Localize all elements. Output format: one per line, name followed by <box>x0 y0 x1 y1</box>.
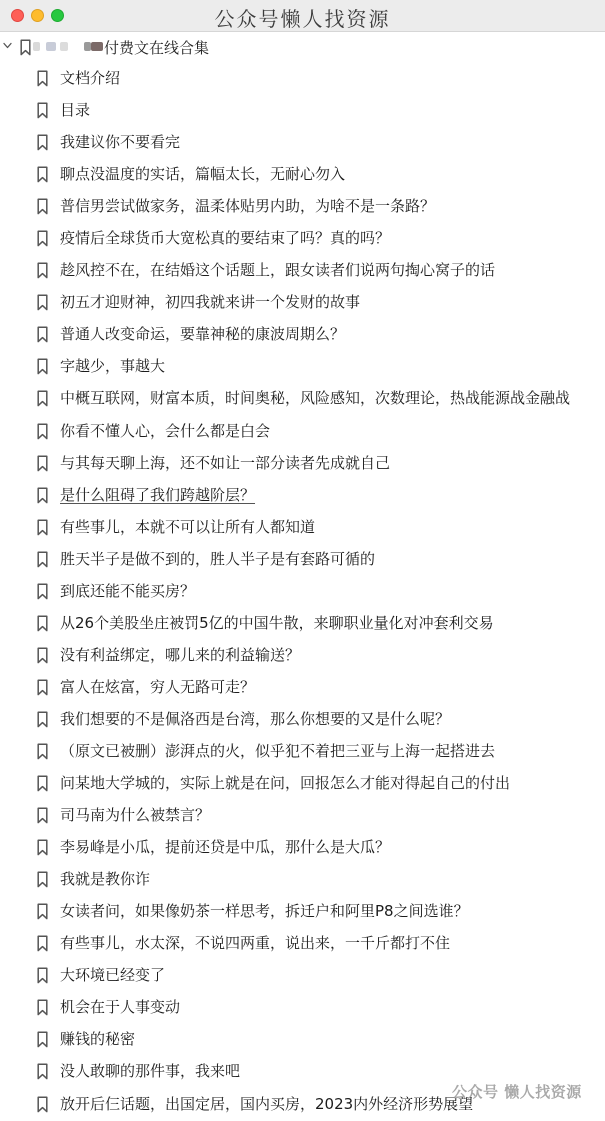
outline-item-label: 赚钱的秘密 <box>60 1030 136 1049</box>
outline-item-label: 有些事儿，水太深，不说四两重，说出来，一千斤都打不住 <box>60 934 451 953</box>
outline-item-label: 胜天半子是做不到的，胜人半子是有套路可循的 <box>60 549 376 568</box>
redacted-text <box>33 42 40 51</box>
bookmark-icon <box>37 134 48 151</box>
outline-item[interactable] <box>0 319 605 351</box>
outline-item[interactable] <box>0 255 605 287</box>
outline-item-label: 从26个美股坐庄被罚5亿的中国牛散，来聊职业量化对冲套利交易 <box>60 613 494 632</box>
watermark: 公众号 懒人找资源 <box>452 1083 582 1101</box>
bookmark-icon <box>37 1063 48 1080</box>
outline-item[interactable] <box>0 287 605 319</box>
bookmark-icon <box>37 775 48 792</box>
outline-item[interactable] <box>0 736 605 768</box>
window-title: 公众号懒人找资源 <box>214 7 391 31</box>
outline-item-label: 是什么阻碍了我们跨越阶层？ <box>60 485 256 504</box>
outline-item-label: 机会在于人事变动 <box>60 998 181 1017</box>
bookmark-icon <box>37 583 48 600</box>
outline-item-label: 女读者问，如果像奶茶一样思考，拆迁户和阿里P8之间选谁？ <box>60 902 469 921</box>
bookmark-icon <box>37 967 48 984</box>
outline-item-label: 初五才迎财神，初四我就来讲一个发财的故事 <box>60 293 361 312</box>
bookmark-icon <box>37 647 48 664</box>
outline-item-label: （原文已被删）澎湃点的火，似乎犯不着把三亚与上海一起搭进去 <box>60 741 496 760</box>
bookmark-icon <box>37 679 48 696</box>
bookmark-icon <box>37 423 48 440</box>
bookmark-icon <box>37 743 48 760</box>
outline-item-label: 你看不懂人心，会什么都是白会 <box>60 421 271 440</box>
bookmark-icon <box>37 711 48 728</box>
outline-item[interactable] <box>0 960 605 992</box>
bookmark-icon <box>37 999 48 1016</box>
outline-item[interactable] <box>0 480 605 512</box>
bookmark-icon <box>37 807 48 824</box>
outline-item-label: 文档介绍 <box>60 69 121 87</box>
outline-item[interactable] <box>0 512 605 544</box>
outline-item-label: 字越少，事越大 <box>60 357 166 376</box>
bookmark-icon <box>37 551 48 568</box>
outline-item[interactable] <box>0 832 605 864</box>
bookmark-icon <box>37 1096 48 1113</box>
bookmark-icon <box>37 294 48 311</box>
outline-item-label: 没有利益绑定，哪儿来的利益输送？ <box>60 645 301 664</box>
outline-item[interactable] <box>0 672 605 704</box>
redacted-text <box>84 42 91 51</box>
bookmark-icon <box>37 390 48 407</box>
outline-item-label: 与其每天聊上海，还不如让一部分读者先成就自己 <box>60 453 391 472</box>
title-bar <box>0 0 605 32</box>
outline-item[interactable] <box>0 800 605 832</box>
outline-item-label: 李易峰是小瓜，提前还贷是中瓜，那什么是大瓜？ <box>60 838 391 857</box>
bookmark-icon <box>37 1031 48 1048</box>
outline-item-label: 到底还能不能买房？ <box>60 581 196 600</box>
outline-item[interactable] <box>0 576 605 608</box>
bookmark-icon <box>37 839 48 856</box>
outline-item[interactable] <box>0 416 605 448</box>
bookmark-icon <box>20 39 31 56</box>
outline-item-label: 我们想要的不是佩洛西是台湾，那么你想要的又是什么呢？ <box>60 709 451 728</box>
outline-item[interactable] <box>0 768 605 800</box>
bookmark-icon <box>37 615 48 632</box>
redacted-text <box>91 42 103 51</box>
chevron-down-icon[interactable] <box>3 41 12 50</box>
outline-item[interactable] <box>0 864 605 896</box>
bookmark-icon <box>37 102 48 119</box>
outline-item[interactable] <box>0 63 605 95</box>
outline-item-label: 疫情后全球货币大宽松真的要结束了吗？真的吗？ <box>60 229 391 248</box>
bookmark-icon <box>37 455 48 472</box>
outline-item-label: 问某地大学城的，实际上就是在问，回报怎么才能对得起自己的付出 <box>60 774 511 793</box>
bookmark-icon <box>37 903 48 920</box>
outline-item[interactable] <box>0 448 605 480</box>
bookmark-icon <box>37 487 48 504</box>
bookmark-icon <box>37 230 48 247</box>
outline-item-label: 富人在炫富，穷人无路可走？ <box>60 677 256 696</box>
outline-item[interactable] <box>0 896 605 928</box>
outline-item[interactable] <box>0 928 605 960</box>
outline-item[interactable] <box>0 544 605 576</box>
outline-item-label: 没人敢聊的那件事，我来吧 <box>60 1062 241 1081</box>
bookmark-icon <box>37 935 48 952</box>
outline-item-label: 我建议你不要看完 <box>60 133 181 152</box>
outline-item-label: 司马南为什么被禁言？ <box>60 806 211 825</box>
bookmark-icon <box>37 871 48 888</box>
outline-item-label: 有些事儿，本就不可以让所有人都知道 <box>60 517 316 536</box>
redacted-text <box>60 42 68 51</box>
outline-item-label: 大环境已经变了 <box>60 966 166 985</box>
outline-item-label: 趁风控不在，在结婚这个话题上，跟女读者们说两句掏心窝子的话 <box>60 261 496 280</box>
outline-root-item[interactable] <box>0 32 605 62</box>
outline-item[interactable] <box>0 704 605 736</box>
outline-item[interactable] <box>0 608 605 640</box>
bookmark-icon <box>37 326 48 343</box>
outline-item-label: 普通人改变命运，要靠神秘的康波周期么？ <box>60 325 346 344</box>
outline-root-label: 付费文在线合集 <box>104 39 210 57</box>
outline-item-label: 中概互联网，财富本质，时间奥秘，风险感知，次数理论，热战能源战金融战 <box>60 389 571 408</box>
outline-item[interactable] <box>0 383 605 415</box>
outline-item-label: 普信男尝试做家务，温柔体贴男内助，为啥不是一条路？ <box>60 197 436 216</box>
outline-item-label: 聊点没温度的实话，篇幅太长，无耐心勿入 <box>60 165 346 184</box>
outline-item[interactable] <box>0 223 605 255</box>
outline-item-label: 我就是教你诈 <box>60 870 151 889</box>
outline-item[interactable] <box>0 127 605 159</box>
outline-list <box>0 63 605 1121</box>
outline-item-label: 目录 <box>60 101 91 120</box>
bookmark-icon <box>37 166 48 183</box>
bookmark-icon <box>37 358 48 375</box>
bookmark-icon <box>37 262 48 279</box>
bookmark-icon <box>37 519 48 536</box>
outline-item[interactable] <box>0 640 605 672</box>
outline-item[interactable] <box>0 191 605 223</box>
bookmark-icon <box>37 198 48 215</box>
outline-item[interactable] <box>0 95 605 127</box>
outline-item[interactable] <box>0 992 605 1024</box>
redacted-text <box>46 42 56 51</box>
outline-item[interactable] <box>0 1024 605 1056</box>
outline-item-label: 放开后仨话题，出国定居，国内买房，2023内外经济形势展望 <box>60 1094 474 1113</box>
bookmark-icon <box>37 70 48 87</box>
outline-item[interactable] <box>0 351 605 383</box>
outline-item[interactable] <box>0 159 605 191</box>
